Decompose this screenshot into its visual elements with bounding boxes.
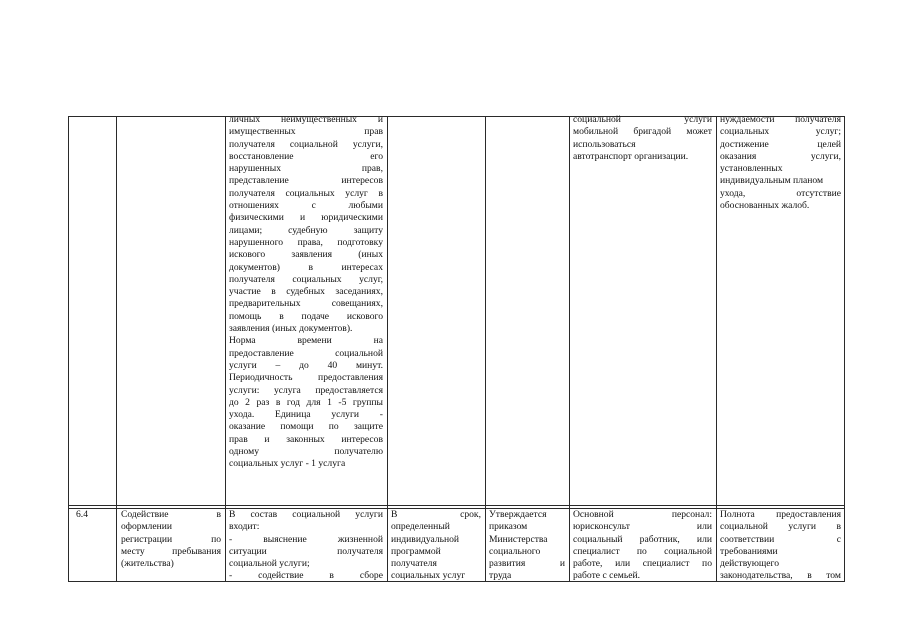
text-line: Министерства xyxy=(489,533,548,545)
text-line: Содействие в xyxy=(121,509,221,520)
service-description-continued xyxy=(229,114,383,471)
column-rule xyxy=(225,116,226,581)
row-number xyxy=(76,509,112,521)
text-line: - содействие в сборе xyxy=(229,570,383,582)
text-line: ухода. Единица услуги - xyxy=(229,409,383,421)
text-line: автотранспорт организации. xyxy=(573,150,689,162)
text-line: требованиями xyxy=(720,545,778,557)
service-tariff xyxy=(489,509,565,583)
text-line: индивидуальным планом xyxy=(720,175,824,187)
text-line: достижение целей xyxy=(720,138,841,150)
text-line: Утверждается xyxy=(489,509,547,520)
text-line: искового заявления (иных xyxy=(229,249,383,261)
text-line: оказание помощи по защите xyxy=(229,421,383,433)
text-line: оказания услуги, xyxy=(720,150,841,162)
text-line: мобильной бригадой может xyxy=(573,126,712,138)
text-line: 6.4 xyxy=(76,509,88,520)
text-line: Основной персонал: xyxy=(573,509,712,520)
service-term xyxy=(391,509,481,583)
text-line: Норма времени на xyxy=(229,335,383,347)
text-line: оформлении xyxy=(121,521,172,533)
text-line: ухода, отсутствие xyxy=(720,187,841,199)
text-line: социального xyxy=(489,545,541,557)
text-line: действующего xyxy=(720,558,780,570)
text-line: - выяснение жизненной xyxy=(229,533,383,545)
text-line: регистрации по xyxy=(121,533,221,545)
text-line: участие в судебных заседаниях, xyxy=(229,286,383,298)
text-line: социальной услуги xyxy=(573,114,712,125)
text-line: юрисконсульт или xyxy=(573,521,712,533)
text-line: (жительства) xyxy=(121,558,174,570)
column-rule xyxy=(716,116,717,581)
text-line: предварительных совещаниях, xyxy=(229,298,383,310)
text-line: ситуации получателя xyxy=(229,545,383,557)
text-line: прав и законных интересов xyxy=(229,433,383,445)
column-rule xyxy=(485,116,486,581)
text-line: программой xyxy=(391,545,441,557)
service-conditions xyxy=(573,509,712,583)
text-line: лицами; судебную защиту xyxy=(229,224,383,236)
quality-indicators xyxy=(720,509,841,583)
text-line: установленных xyxy=(720,163,783,175)
text-line: физическими и юридическими xyxy=(229,212,383,224)
text-line: индивидуальной xyxy=(391,533,460,545)
text-line: услуги – до 40 минут. xyxy=(229,359,383,371)
quality-indicators-continued xyxy=(720,114,841,212)
service-conditions-continued xyxy=(573,114,712,163)
text-line: получателя социальных услуг в xyxy=(229,187,383,199)
text-line: получателя социальных услуг, xyxy=(229,273,383,285)
text-line: работе, или специалист по xyxy=(573,558,712,570)
text-line: определенный xyxy=(391,521,450,533)
column-rule xyxy=(569,116,570,581)
text-line: социальный работник, или xyxy=(573,533,712,545)
text-line: В состав социальной услуги xyxy=(229,509,383,520)
text-line: специалист по социальной xyxy=(573,545,712,557)
text-line: социальных услуг; xyxy=(720,126,841,138)
text-line: социальных услуг xyxy=(391,570,466,582)
text-line: одному получателю xyxy=(229,446,383,458)
text-line: получателя xyxy=(391,558,437,570)
text-line: личных неимущественных и xyxy=(229,114,383,125)
row-divider xyxy=(68,505,845,506)
service-description xyxy=(229,509,383,583)
text-line: работе с семьей. xyxy=(573,570,640,582)
text-line: заявления (иных документов). xyxy=(229,323,353,335)
text-line: законодательства, в том xyxy=(720,570,841,582)
column-rule xyxy=(844,116,845,581)
text-line: документов) в интересах xyxy=(229,261,383,273)
text-line: представление интересов xyxy=(229,175,383,187)
text-line: Периодичность предоставления xyxy=(229,372,383,384)
text-line: социальной услуги; xyxy=(229,558,310,570)
text-line: имущественных прав xyxy=(229,126,383,138)
text-line: получателя социальной услуги, xyxy=(229,138,383,150)
text-line: социальных услуг - 1 услуга xyxy=(229,458,346,470)
text-line: Полнота предоставления xyxy=(720,509,841,520)
text-line: В срок, xyxy=(391,509,481,520)
text-line: нарушенного права, подготовку xyxy=(229,236,383,248)
text-line: нуждаемости получателя xyxy=(720,114,841,125)
text-line: развития и xyxy=(489,558,565,570)
text-line: входит: xyxy=(229,521,260,533)
text-line: труда xyxy=(489,570,512,582)
text-line: отношениях с любыми xyxy=(229,200,383,212)
text-line: услуги: услуга предоставляется xyxy=(229,384,383,396)
text-line: социальной услуги в xyxy=(720,521,841,533)
text-line: восстановление его xyxy=(229,150,383,162)
column-rule xyxy=(387,116,388,581)
text-line: использоваться xyxy=(573,138,636,150)
text-line: обоснованных жалоб. xyxy=(720,200,810,212)
text-line: месту пребывания xyxy=(121,545,221,557)
text-line: соответствии с xyxy=(720,533,841,545)
column-rule xyxy=(116,116,117,581)
text-line: помощь в подаче искового xyxy=(229,310,383,322)
text-line: до 2 раз в год для 1 -5 группы xyxy=(229,396,383,408)
text-line: приказом xyxy=(489,521,528,533)
service-name xyxy=(121,509,221,570)
text-line: нарушенных прав, xyxy=(229,163,383,175)
column-rule xyxy=(68,116,69,581)
text-line: предоставление социальной xyxy=(229,347,383,359)
